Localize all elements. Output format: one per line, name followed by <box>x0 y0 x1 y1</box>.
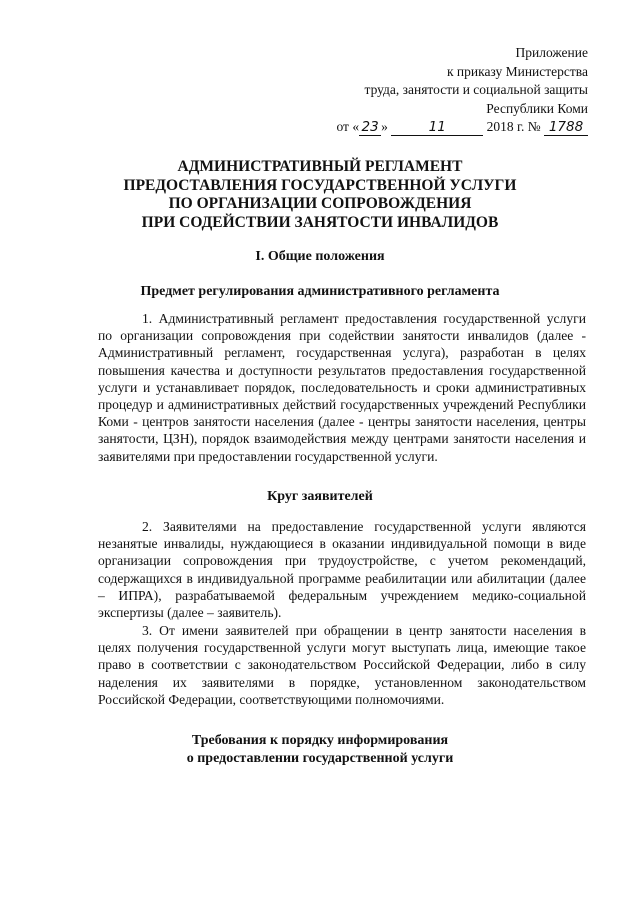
section-heading: I. Общие положения <box>255 249 385 264</box>
appendix-line: Республики Коми <box>486 100 588 116</box>
document-title <box>0 158 640 232</box>
order-year: 2018 г. № <box>483 119 544 134</box>
paragraph-1: 1. Административный регламент предоставления государственной услуги по организации сопровождения при содействии занятости инвалидов (далее - Административный регламент, государственная услуга), разработан в целях повышения качества и доступности результатов предоставления государственной услуги и устанавливает порядок, последовательность и сроки административных процедур и административных действий государственных учреждений Республики Коми - центров занятости населения (далее - центры занятости населения, центры занятости, ЦЗН), порядок взаимодействия между центрами занятости населения и заявителями при предоставлении государственной услуги. <box>98 311 586 464</box>
subsection-heading: Предмет регулирования административного регламента <box>140 284 500 299</box>
subsection-heading <box>0 732 640 768</box>
heading-line: о предоставлении государственной услуги <box>186 751 454 766</box>
order-month: 11 <box>391 120 483 136</box>
order-number: 1788 <box>544 120 588 136</box>
appendix-line: Приложение <box>515 45 588 60</box>
title-line: ПРИ СОДЕЙСТВИИ ЗАНЯТОСТИ ИНВАЛИДОВ <box>141 213 499 231</box>
order-prefix: от « <box>336 119 360 134</box>
heading-line: Требования к порядку информирования <box>191 733 449 748</box>
appendix-line: труда, занятости и социальной защиты <box>364 82 588 97</box>
order-mid: » <box>381 119 392 134</box>
title-line: ПРЕДОСТАВЛЕНИЯ ГОСУДАРСТВЕННОЙ УСЛУГИ <box>123 176 517 194</box>
appendix-line: к приказу Министерства <box>446 63 588 79</box>
order-day: 23 <box>359 120 381 136</box>
paragraph-2: 2. Заявителями на предоставление государственной услуги являются незанятые инвалиды, нуждающиеся в оказании индивидуальной помощи в виде организации сопровождения при трудоустройстве, с учетом рекомендаций, содержащихся в индивидуальной программе реабилитации или абилитации (далее – ИПРА), разрабатываемой федеральным учреждением медико-социальной экспертизы (далее – заявитель). <box>98 519 586 621</box>
subsection-heading: Круг заявителей <box>267 489 373 504</box>
title-line: АДМИНИСТРАТИВНЫЙ РЕГЛАМЕНТ <box>177 158 463 175</box>
paragraph-3: 3. От имени заявителей при обращении в центр занятости населения в целях получения государственной услуги могут выступать лица, имеющие такое право в соответствии с законодательством Российской Федерации, либо в силу наделения их заявителями в порядке, установленном законодательством Российской Федерации, соответствующими полномочиями. <box>98 623 586 707</box>
order-reference <box>288 118 588 137</box>
appendix-block <box>288 44 588 137</box>
title-line: ПО ОРГАНИЗАЦИИ СОПРОВОЖДЕНИЯ <box>168 195 472 212</box>
